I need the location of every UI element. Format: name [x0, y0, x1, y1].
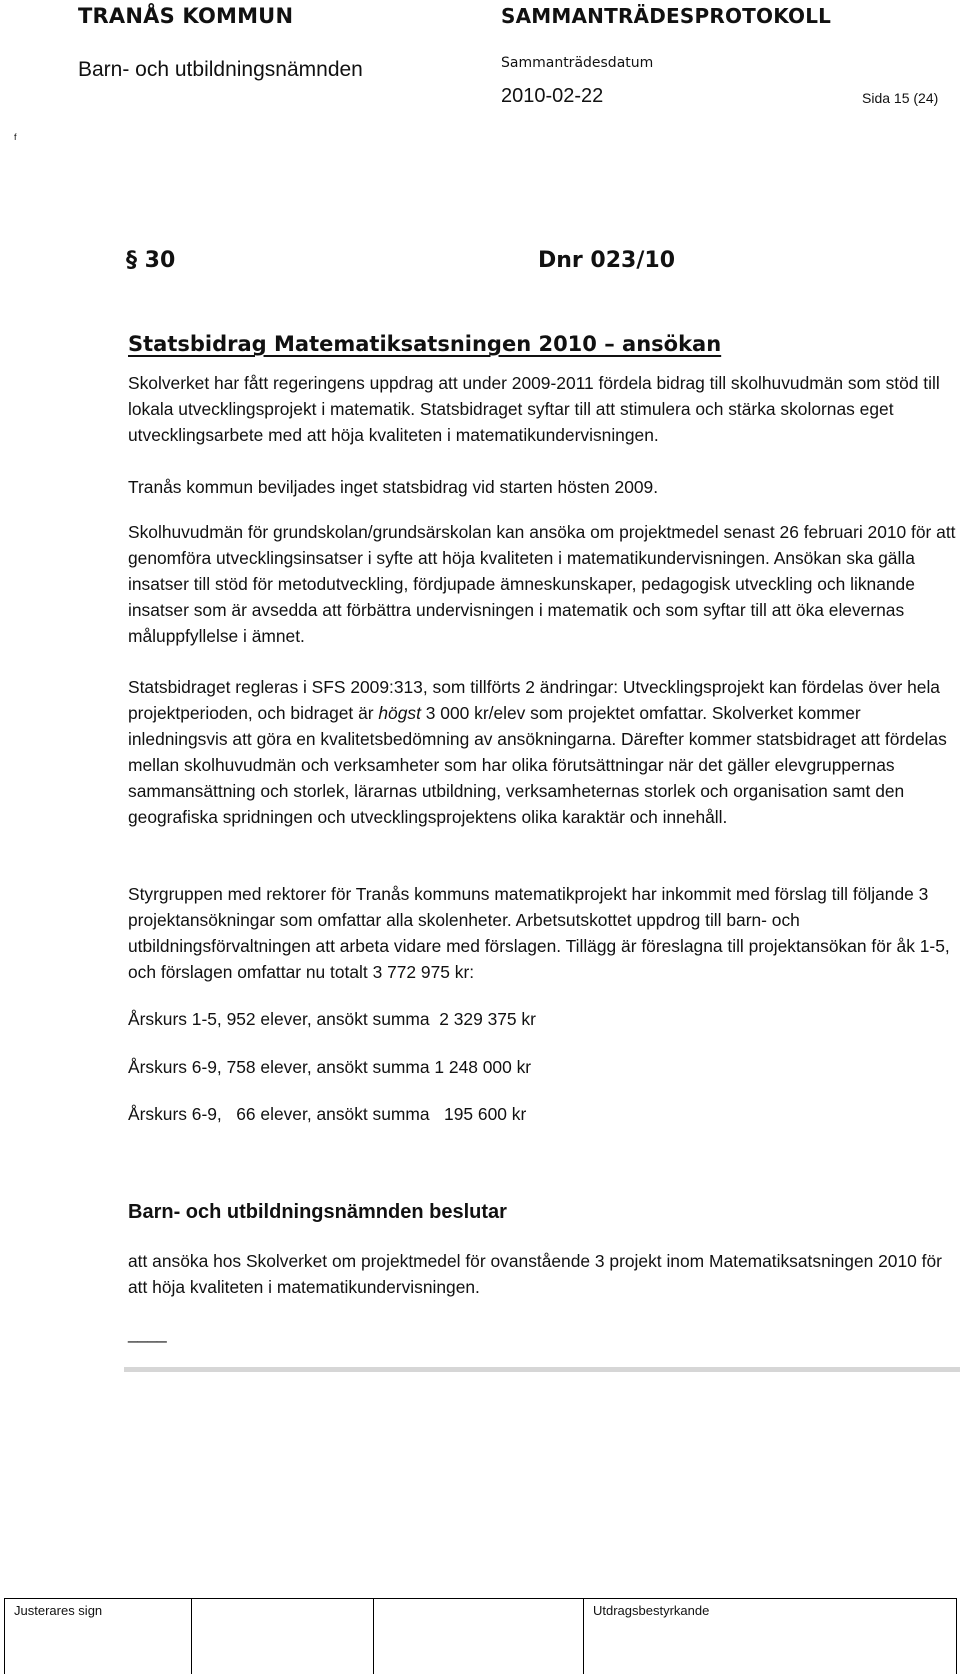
extract-certification-label: Utdragsbestyrkande — [593, 1603, 710, 1618]
municipality-name: TRANÅS KOMMUN — [78, 4, 294, 28]
date-label: Sammanträdesdatum — [501, 55, 654, 71]
document-type: SAMMANTRÄDESPROTOKOLL — [501, 4, 832, 28]
stray-mark: f — [14, 132, 17, 142]
paragraph-5: Styrgruppen med rektorer för Tranås kommuns matematikprojekt har inkommit med förslag till följande 3 projektansökningar som omfattar alla skolenheter. Arbetsutskottet uppdrog till barn- och utbildningsförvaltningen att arbeta vidare med förslagen. Tillägg är föreslagna till projektansökan för åk 1-5, och förslagen omfattar nu totalt 3 772 975 kr: — [128, 884, 950, 982]
end-mark: ____ — [128, 1323, 167, 1343]
paragraph-4-emphasis: högst — [378, 703, 421, 723]
divider-line — [124, 1367, 960, 1372]
application-item: Årskurs 1-5, 952 elever, ansökt summa 2 329 375 kr — [128, 1009, 536, 1029]
decision-heading: Barn- och utbildningsnämnden beslutar — [128, 1201, 507, 1223]
footer-sign-box-2 — [191, 1598, 373, 1674]
footer-adjuster-box — [4, 1598, 191, 1674]
paragraph-3: Skolhuvudmän för grundskolan/grundsärskolan kan ansöka om projektmedel senast 26 februari 2010 för att genomföra utvecklingsinsatser i syfte att höja kvaliteten i matematikundervisningen. Ansökan ska gälla insatser till stöd för metodutveckling, fördjupade ämneskunskaper, pedagogisk utveckling och liknande insatser som är avsedda att förbättra undervisningen i matematik och som syftar till att öka elevernas måluppfyllelse i ämnet. — [128, 522, 956, 646]
application-item: Årskurs 6-9, 66 elever, ansökt summa 195 600 kr — [128, 1104, 527, 1124]
paragraph-4-before: Statsbidraget regleras i SFS 2009:313, som tillförts 2 ändringar: Utvecklingsprojekt kan fördelas över hela projektperioden, och bidraget är — [128, 677, 940, 723]
section-number-value: 30 — [144, 248, 176, 273]
meeting-date: 2010-02-22 — [501, 85, 604, 107]
page-number: Sida 15 (24) — [862, 90, 939, 106]
application-item: Årskurs 6-9, 758 elever, ansökt summa 1 248 000 kr — [128, 1057, 532, 1077]
paragraph-1: Skolverket har fått regeringens uppdrag att under 2009-2011 fördela bidrag till skolhuvudmän som stöd till lokala utvecklingsprojekt i matematik. Statsbidraget syftar till att stimulera och stärka skolornas eget utvecklingsarbete med att höja kvaliteten i matematikundervisningen. — [128, 373, 940, 445]
paragraph-4 — [128, 674, 960, 830]
adjuster-sign-label: Justerares sign — [14, 1603, 103, 1618]
decision-text: att ansöka hos Skolverket om projektmedel för ovanstående 3 projekt inom Matematiksatsningen 2010 för att höja kvaliteten i matematikundervisningen. — [128, 1251, 942, 1297]
section-title: Statsbidrag Matematiksatsningen 2010 – ansökan — [128, 332, 722, 356]
paragraph-symbol: § — [126, 248, 137, 273]
paragraph-4-after: 3 000 kr/elev som projektet omfattar. Skolverket kommer inledningsvis att göra en kvalitetsbedömning av ansökningarna. Därefter kommer statsbidraget att fördelas mellan skolhuvudmän och verksamheter som har olika förutsättningar när det gäller elevgruppernas sammansättning och storlek, lärarnas utbildning, verksamheternas storlek och organisation samt den geografiska spridningen och utvecklingsprojektens olika karaktär och innehåll. — [128, 703, 947, 827]
dnr-number: Dnr 023/10 — [538, 248, 676, 273]
board-name: Barn- och utbildningsnämnden — [78, 58, 363, 81]
section-number — [126, 248, 175, 273]
footer-sign-box-3 — [373, 1598, 583, 1674]
paragraph-2: Tranås kommun beviljades inget statsbidrag vid starten hösten 2009. — [128, 477, 659, 497]
footer-extract-box — [583, 1598, 957, 1674]
